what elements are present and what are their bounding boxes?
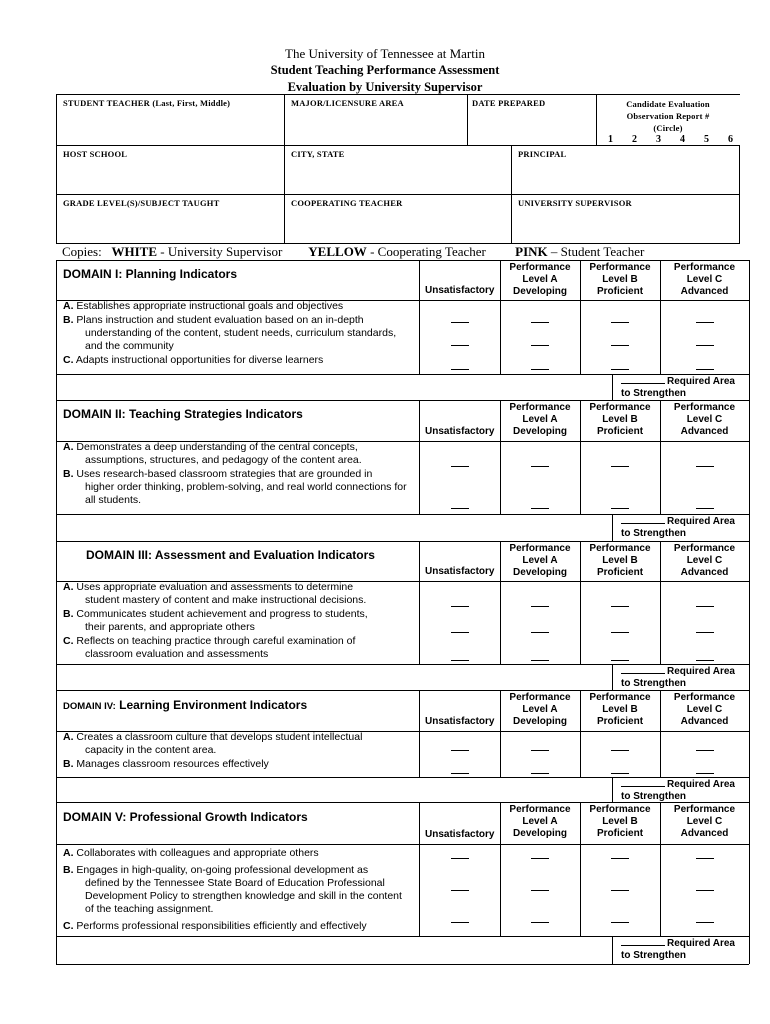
rating-blank-unsatisfactory[interactable] — [451, 466, 469, 467]
domain-right-border — [749, 802, 750, 964]
indicator-first-line — [63, 847, 319, 859]
required-area-line1 — [621, 938, 745, 950]
unsatisfactory-header: Unsatisfactory — [425, 716, 495, 727]
major-field[interactable] — [284, 94, 468, 146]
indicator-item — [63, 581, 413, 607]
unsatisfactory-header: Unsatisfactory — [425, 285, 495, 296]
rating-blank-level-a[interactable] — [531, 322, 549, 323]
rating-blank-level-b[interactable] — [611, 922, 629, 923]
rating-blank-level-c[interactable] — [696, 773, 714, 774]
indicator-letter: B. — [63, 468, 74, 480]
indicator-letter: C. — [63, 920, 74, 932]
indicator-letter: C. — [63, 635, 74, 647]
level-a-header-line2: Level A — [522, 704, 558, 715]
rating-blank-level-a[interactable] — [531, 858, 549, 859]
indicator-continuation: understanding of the content, student needs, curriculum standards, and the community — [85, 327, 397, 352]
level-a-header — [500, 543, 580, 579]
domain-title — [86, 548, 375, 562]
indicator-first-line — [63, 608, 368, 620]
indicator-first-line — [63, 758, 269, 770]
level-a-header — [500, 262, 580, 298]
rating-blank-level-a[interactable] — [531, 660, 549, 661]
indicator-first-line — [63, 314, 364, 326]
domain-title — [63, 810, 308, 824]
domain-title-text: DOMAIN I: Planning Indicators — [63, 267, 238, 281]
principal-field[interactable] — [511, 145, 740, 195]
indicator-letter: B. — [63, 608, 74, 620]
domain-top-border — [56, 541, 749, 542]
host-school-field[interactable] — [56, 145, 285, 195]
level-a-header-line1: Performance — [509, 402, 571, 413]
rating-blank-unsatisfactory[interactable] — [451, 606, 469, 607]
date-prepared-label: DATE PREPARED — [472, 98, 546, 108]
indicator-continuation: assumptions, structures, and pedagogy of the content area. — [85, 454, 362, 466]
copies-distribution — [62, 244, 762, 260]
level-c-header-line3: Advanced — [680, 286, 729, 297]
indicator-item — [63, 864, 413, 916]
indicator-text: Collaborates with colleagues and appropriate others — [76, 847, 319, 859]
date-prepared-field[interactable] — [467, 94, 597, 146]
required-area-to-strengthen[interactable] — [621, 516, 745, 540]
level-b-header-line2: Level B — [602, 555, 638, 566]
level-c-header-line2: Level C — [686, 555, 723, 566]
rating-blank-level-a[interactable] — [531, 632, 549, 633]
column-divider — [419, 802, 420, 936]
indicator-first-line — [63, 581, 353, 593]
student-teacher-label: STUDENT TEACHER (Last, First, Middle) — [63, 98, 231, 108]
rating-blank-level-c[interactable] — [696, 345, 714, 346]
required-area-line1 — [621, 376, 745, 388]
copy-pink-text: – Student Teacher — [550, 244, 645, 259]
indicator-text: Uses research-based classroom strategies that are grounded in — [76, 468, 373, 480]
grade-level-field[interactable] — [56, 194, 285, 244]
rating-blank-unsatisfactory[interactable] — [451, 508, 469, 509]
level-b-header — [580, 262, 660, 298]
domain-right-border — [749, 400, 750, 541]
level-c-header — [660, 692, 749, 728]
rows-end-separator — [56, 664, 749, 665]
level-a-header — [500, 692, 580, 728]
indicator-continuation: defined by the Tennessee State Board of Education Professional Development Policy to strengthen knowledge and skill in the content of the teaching assignment. — [85, 877, 402, 915]
indicator-continuation: capacity in the content area. — [85, 744, 217, 756]
domain-title-text: DOMAIN V: Professional Growth Indicators — [63, 810, 308, 824]
domain-title — [63, 698, 307, 712]
indicator-text: Reflects on teaching practice through careful examination of — [76, 635, 356, 647]
rating-blank-level-b[interactable] — [611, 606, 629, 607]
level-b-header-line2: Level B — [602, 816, 638, 827]
required-area-line2: to Strengthen — [621, 791, 686, 802]
indicator-first-line — [63, 354, 323, 366]
level-b-header-line2: Level B — [602, 274, 638, 285]
host-school-label: HOST SCHOOL — [63, 149, 128, 159]
indicator-item — [63, 847, 413, 860]
indicator-first-line — [63, 300, 343, 312]
required-area-line2: to Strengthen — [621, 950, 686, 961]
header-separator — [56, 844, 749, 845]
indicator-letter: A. — [63, 300, 74, 312]
candidate-eval-title — [596, 98, 740, 134]
level-b-header-line1: Performance — [589, 692, 651, 703]
level-c-header-line1: Performance — [673, 692, 736, 703]
indicator-text: Plans instruction and student evaluation based on an in-depth — [76, 314, 364, 326]
column-divider — [419, 541, 420, 664]
level-c-header — [660, 804, 749, 840]
indicator-item — [63, 920, 413, 933]
rating-blank-level-c[interactable] — [696, 632, 714, 633]
rating-blank-level-c[interactable] — [696, 750, 714, 751]
column-divider — [419, 690, 420, 777]
rating-blank-unsatisfactory[interactable] — [451, 369, 469, 370]
rating-blank-level-c[interactable] — [696, 922, 714, 923]
level-a-header-line3: Developing — [513, 828, 567, 839]
rating-blank-unsatisfactory[interactable] — [451, 858, 469, 859]
rating-blank-unsatisfactory[interactable] — [451, 322, 469, 323]
level-c-header-line2: Level C — [686, 274, 723, 285]
required-area-line2: to Strengthen — [621, 528, 686, 539]
rating-blank-unsatisfactory[interactable] — [451, 632, 469, 633]
level-c-header-line3: Advanced — [680, 828, 729, 839]
required-area-line1 — [621, 779, 745, 791]
copy-yellow-text: - Cooperating Teacher — [370, 244, 486, 259]
indicator-letter: B. — [63, 758, 74, 770]
rating-blank-unsatisfactory[interactable] — [451, 345, 469, 346]
level-a-header-line3: Developing — [513, 716, 567, 727]
required-area-text: Required Area — [667, 376, 735, 387]
domain-title-text: DOMAIN II: Teaching Strategies Indicators — [63, 407, 303, 421]
indicator-item — [63, 731, 413, 757]
level-b-header-line1: Performance — [589, 262, 651, 273]
rating-blank-level-b[interactable] — [611, 632, 629, 633]
level-c-header-line3: Advanced — [680, 567, 729, 578]
rating-blank-unsatisfactory[interactable] — [451, 773, 469, 774]
indicator-text: Engages in high-quality, on-going professional development as — [76, 864, 369, 876]
rating-blank-level-a[interactable] — [531, 922, 549, 923]
institution-name: The University of Tennessee at Martin — [285, 46, 485, 61]
candidate-evaluation-box — [596, 94, 740, 146]
level-c-header — [660, 543, 749, 579]
indicator-continuation: classroom evaluation and assessments — [85, 648, 269, 660]
rating-blank-level-b[interactable] — [611, 858, 629, 859]
university-supervisor-field[interactable] — [511, 194, 740, 244]
level-c-header-line1: Performance — [673, 543, 736, 554]
level-b-header-line3: Proficient — [596, 426, 644, 437]
rating-blank-level-c[interactable] — [696, 890, 714, 891]
indicator-text: Demonstrates a deep understanding of the central concepts, — [76, 441, 358, 453]
level-a-header — [500, 804, 580, 840]
level-c-header-line2: Level C — [686, 816, 723, 827]
domain-right-border — [749, 541, 750, 690]
indicator-text: Establishes appropriate instructional goals and objectives — [76, 300, 344, 312]
rating-blank-level-b[interactable] — [611, 660, 629, 661]
required-area-blank[interactable] — [621, 945, 665, 946]
indicator-item — [63, 635, 413, 661]
level-a-header-line3: Developing — [513, 567, 567, 578]
required-area-line2: to Strengthen — [621, 388, 686, 399]
indicator-continuation: their parents, and appropriate others — [85, 621, 255, 633]
domain-left-border — [56, 690, 57, 802]
copy-pink: PINK — [515, 244, 548, 259]
domain-top-border — [56, 690, 749, 691]
rating-blank-level-c[interactable] — [696, 466, 714, 467]
candidate-eval-line3: (Circle) — [653, 123, 683, 133]
copy-yellow: YELLOW — [308, 244, 367, 259]
level-b-header-line1: Performance — [589, 804, 651, 815]
required-area-text: Required Area — [667, 938, 735, 949]
level-a-header-line1: Performance — [509, 543, 571, 554]
domain-left-border — [56, 260, 57, 400]
domain-title — [63, 407, 303, 421]
rating-blank-level-b[interactable] — [611, 508, 629, 509]
required-area-text: Required Area — [667, 779, 735, 790]
domain-right-border — [749, 260, 750, 400]
rating-blank-level-c[interactable] — [696, 322, 714, 323]
rows-end-separator — [56, 514, 749, 515]
indicator-letter: B. — [63, 314, 74, 326]
required-area-blank[interactable] — [621, 673, 665, 674]
indicator-first-line — [63, 864, 368, 876]
indicator-continuation: higher order thinking, problem-solving, and real world connections for all students. — [85, 481, 407, 506]
level-a-header-line2: Level A — [522, 414, 558, 425]
domain-title — [63, 267, 237, 281]
domain-left-border — [56, 400, 57, 541]
indicator-first-line — [63, 635, 355, 647]
required-area-to-strengthen[interactable] — [621, 779, 745, 803]
rating-blank-level-a[interactable] — [531, 369, 549, 370]
indicator-letter: A. — [63, 581, 74, 593]
required-area-divider — [612, 777, 613, 802]
level-a-header-line3: Developing — [513, 426, 567, 437]
indicator-text: Creates a classroom culture that develops student intellectual — [76, 731, 363, 743]
indicator-item — [63, 468, 413, 507]
level-c-header — [660, 262, 749, 298]
university-supervisor-label: UNIVERSITY SUPERVISOR — [518, 198, 632, 208]
level-c-header-line3: Advanced — [680, 426, 729, 437]
level-b-header-line3: Proficient — [596, 828, 644, 839]
level-b-header — [580, 543, 660, 579]
indicator-first-line — [63, 441, 358, 453]
domain-top-border — [56, 400, 749, 401]
rating-blank-level-c[interactable] — [696, 508, 714, 509]
city-state-field[interactable] — [284, 145, 512, 195]
indicator-item — [63, 441, 413, 467]
required-area-to-strengthen[interactable] — [621, 376, 745, 400]
indicator-text: Uses appropriate evaluation and assessments to determine — [76, 581, 354, 593]
required-area-text: Required Area — [667, 516, 735, 527]
indicator-first-line — [63, 731, 362, 743]
level-a-header-line2: Level A — [522, 555, 558, 566]
indicator-item — [63, 354, 413, 367]
indicator-letter: A. — [63, 441, 74, 453]
domain-title-prefix: DOMAIN IV: — [63, 701, 116, 712]
domain-top-border — [56, 802, 749, 803]
rows-end-separator — [56, 374, 749, 375]
domain-top-border — [56, 260, 749, 261]
indicator-letter: C. — [63, 354, 74, 366]
required-area-line1 — [621, 516, 745, 528]
level-b-header — [580, 402, 660, 438]
indicator-item — [63, 300, 413, 313]
required-area-line2: to Strengthen — [621, 678, 686, 689]
rating-blank-level-b[interactable] — [611, 369, 629, 370]
level-c-header-line3: Advanced — [680, 716, 729, 727]
required-area-to-strengthen[interactable] — [621, 666, 745, 690]
level-a-header — [500, 402, 580, 438]
rating-blank-level-b[interactable] — [611, 890, 629, 891]
copy-white: WHITE — [111, 244, 157, 259]
level-b-header-line3: Proficient — [596, 286, 644, 297]
rows-end-separator — [56, 777, 749, 778]
required-area-divider — [612, 936, 613, 964]
indicator-item — [63, 608, 413, 634]
required-area-to-strengthen[interactable] — [621, 938, 745, 962]
rating-blank-level-a[interactable] — [531, 750, 549, 751]
city-state-label: CITY, STATE — [291, 149, 345, 159]
indicator-letter: B. — [63, 864, 74, 876]
level-c-header-line1: Performance — [673, 402, 736, 413]
copy-white-text: - University Supervisor — [160, 244, 283, 259]
copies-label: Copies: — [62, 244, 102, 259]
level-b-header — [580, 804, 660, 840]
indicator-continuation: student mastery of content and make instructional decisions. — [85, 594, 367, 606]
indicator-text: Communicates student achievement and progress to students, — [76, 608, 368, 620]
level-b-header-line2: Level B — [602, 414, 638, 425]
indicator-first-line — [63, 468, 372, 480]
level-a-header-line1: Performance — [509, 262, 571, 273]
required-area-blank[interactable] — [621, 786, 665, 787]
rating-blank-unsatisfactory[interactable] — [451, 750, 469, 751]
level-a-header-line1: Performance — [509, 692, 571, 703]
level-b-header-line3: Proficient — [596, 567, 644, 578]
level-b-header-line1: Performance — [589, 402, 651, 413]
indicator-letter: A. — [63, 731, 74, 743]
required-area-blank[interactable] — [621, 383, 665, 384]
domain-title-text: DOMAIN III: Assessment and Evaluation Indicators — [86, 548, 375, 562]
required-area-divider — [612, 664, 613, 690]
level-a-header-line2: Level A — [522, 274, 558, 285]
level-b-header — [580, 692, 660, 728]
level-b-header-line1: Performance — [589, 543, 651, 554]
rating-blank-level-a[interactable] — [531, 773, 549, 774]
grade-level-label: GRADE LEVEL(S)/SUBJECT TAUGHT — [63, 198, 220, 208]
level-b-header-line3: Proficient — [596, 716, 644, 727]
rows-end-separator — [56, 936, 749, 937]
rating-blank-level-c[interactable] — [696, 606, 714, 607]
rating-blank-unsatisfactory[interactable] — [451, 922, 469, 923]
level-c-header-line2: Level C — [686, 414, 723, 425]
required-area-divider — [612, 374, 613, 400]
cooperating-teacher-label: COOPERATING TEACHER — [291, 198, 403, 208]
column-divider — [419, 400, 420, 514]
domain-left-border — [56, 802, 57, 964]
level-c-header — [660, 402, 749, 438]
rating-blank-level-a[interactable] — [531, 508, 549, 509]
level-b-header-line2: Level B — [602, 704, 638, 715]
domain-left-border — [56, 541, 57, 690]
rating-blank-level-b[interactable] — [611, 773, 629, 774]
rating-blank-level-a[interactable] — [531, 890, 549, 891]
rating-blank-level-b[interactable] — [611, 345, 629, 346]
report-number-options[interactable]: 1 2 3 4 5 6 — [608, 134, 734, 145]
indicator-text: Adapts instructional opportunities for diverse learners — [75, 354, 324, 366]
column-divider — [419, 260, 420, 374]
rating-blank-level-c[interactable] — [696, 858, 714, 859]
domain-title-text: Learning Environment Indicators — [119, 698, 308, 712]
indicator-item — [63, 758, 413, 771]
indicator-text: Performs professional responsibilities efficiently and effectively — [76, 920, 367, 932]
level-a-header-line1: Performance — [509, 804, 571, 815]
required-area-line1 — [621, 666, 745, 678]
student-teacher-field[interactable] — [56, 94, 285, 146]
required-area-blank[interactable] — [621, 523, 665, 524]
unsatisfactory-header: Unsatisfactory — [425, 566, 495, 577]
candidate-eval-line2: Observation Report # — [626, 111, 710, 121]
unsatisfactory-header: Unsatisfactory — [425, 426, 495, 437]
rating-blank-level-a[interactable] — [531, 606, 549, 607]
rating-blank-unsatisfactory[interactable] — [451, 660, 469, 661]
required-area-divider — [612, 514, 613, 541]
unsatisfactory-header: Unsatisfactory — [425, 829, 495, 840]
level-a-header-line2: Level A — [522, 816, 558, 827]
required-area-text: Required Area — [667, 666, 735, 677]
rating-blank-level-b[interactable] — [611, 750, 629, 751]
domain-right-border — [749, 690, 750, 802]
level-c-header-line1: Performance — [673, 262, 736, 273]
rating-blank-unsatisfactory[interactable] — [451, 890, 469, 891]
indicator-letter: A. — [63, 847, 74, 859]
level-a-header-line3: Developing — [513, 286, 567, 297]
major-label: MAJOR/LICENSURE AREA — [291, 98, 404, 108]
rating-blank-level-a[interactable] — [531, 466, 549, 467]
level-c-header-line2: Level C — [686, 704, 723, 715]
rating-blank-level-a[interactable] — [531, 345, 549, 346]
form-subtitle: Evaluation by University Supervisor — [287, 80, 483, 94]
rating-blank-level-c[interactable] — [696, 369, 714, 370]
rating-blank-level-b[interactable] — [611, 322, 629, 323]
level-c-header-line1: Performance — [673, 804, 736, 815]
form-title: Student Teaching Performance Assessment — [270, 63, 500, 77]
cooperating-teacher-field[interactable] — [284, 194, 512, 244]
indicator-first-line — [63, 920, 367, 932]
indicator-item — [63, 314, 413, 353]
principal-label: PRINCIPAL — [518, 149, 567, 159]
candidate-eval-line1: Candidate Evaluation — [626, 99, 710, 109]
domain-bottom-border — [56, 964, 749, 965]
indicator-text: Manages classroom resources effectively — [76, 758, 269, 770]
rating-blank-level-c[interactable] — [696, 660, 714, 661]
rating-blank-level-b[interactable] — [611, 466, 629, 467]
